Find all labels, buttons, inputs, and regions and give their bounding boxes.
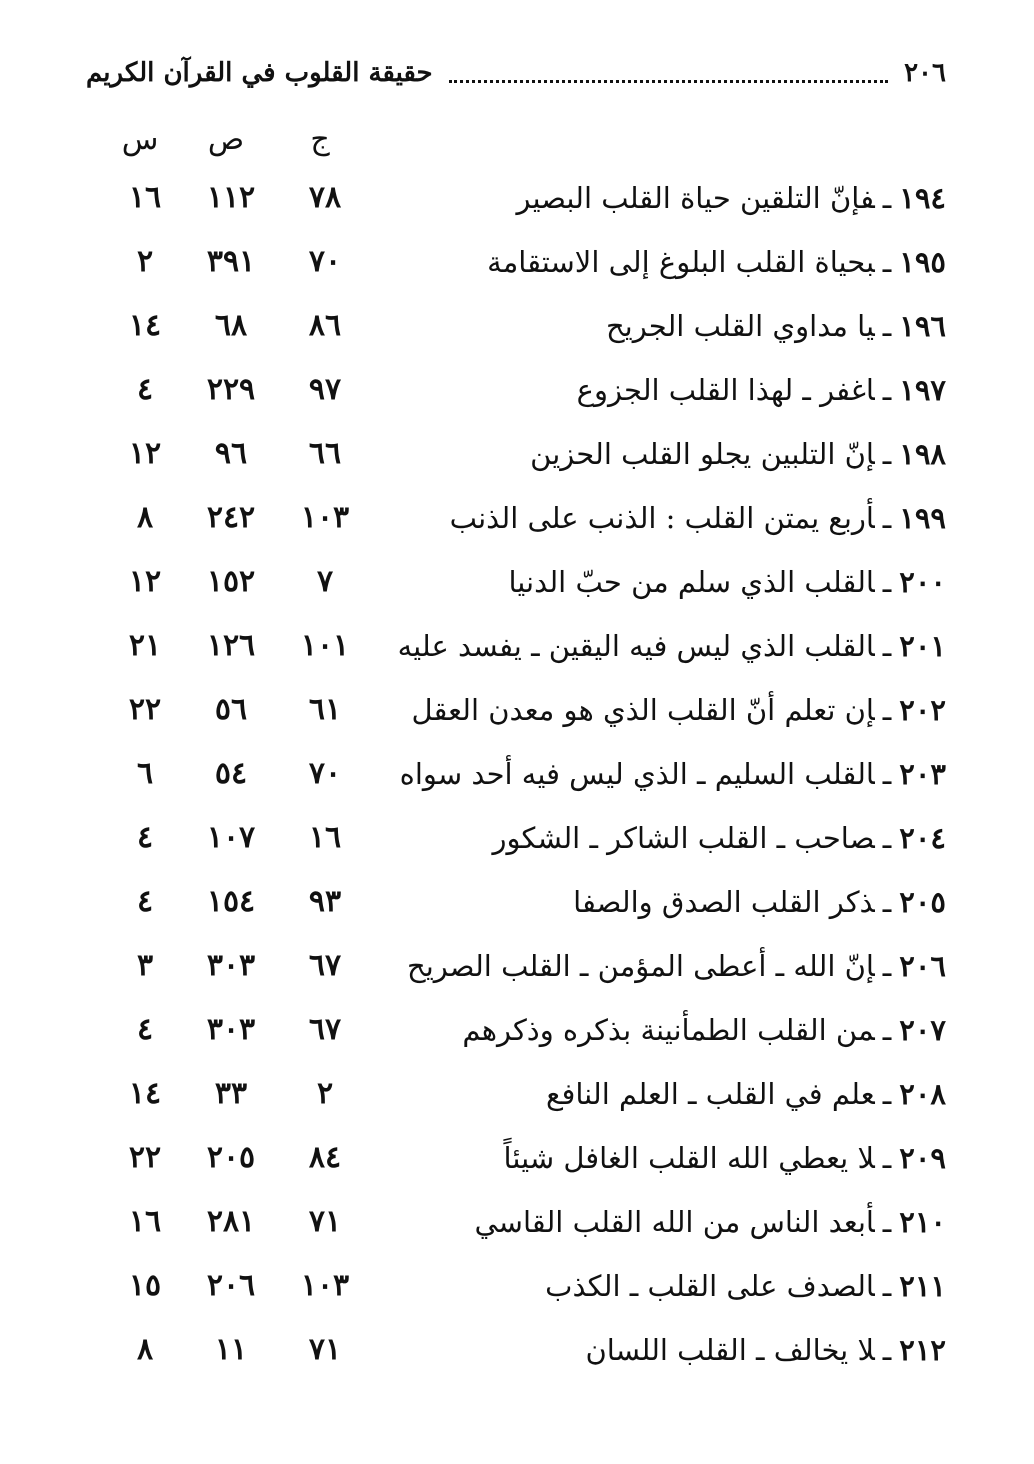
entry-number: ١٩٧ [899,373,946,407]
line-cell: ٢ [136,244,154,279]
volume-cell: ١٠١ [300,628,350,663]
line-cell: ٣ [136,948,154,983]
entry-label [406,1318,946,1382]
page-cell: ٢٠٦ [206,1268,256,1303]
entry-number: ١٩٩ [899,501,946,535]
table-row [0,230,1034,294]
entry-dash: ـ [882,1205,892,1239]
entry-dash: ـ [882,181,892,215]
table-row [0,422,1034,486]
entry-dash: ـ [882,821,892,855]
entry-number: ٢٠٢ [899,693,946,727]
column-header-s: ص [207,122,245,157]
entry-dash: ـ [882,757,892,791]
page-cell: ١٥٢ [206,564,256,599]
volume-cell: ٧٠ [308,244,342,279]
line-cell: ٢١ [128,628,162,663]
entry-text: اغفر ـ لهذا القلب الجزوع [576,373,875,407]
table-row [0,1254,1034,1318]
page-cell: ١٢٦ [206,628,256,663]
page-cell: ١٥٤ [206,884,256,919]
page-cell: ٢٠٥ [206,1140,256,1175]
entry-number: ٢٠٦ [899,949,946,983]
volume-cell: ٧ [316,564,334,599]
entry-text: القلب الذي ليس فيه اليقين ـ يفسد عليه [397,629,875,663]
entry-number: ٢٠١ [899,629,946,663]
volume-cell: ٦٦ [308,436,342,471]
entry-dash: ـ [882,1013,892,1047]
table-row [0,1062,1034,1126]
entry-number: ٢٠٨ [899,1077,946,1111]
entry-number: ١٩٨ [899,437,946,471]
volume-cell: ٧١ [308,1332,342,1367]
entry-text: علم في القلب ـ العلم النافع [546,1077,875,1111]
entry-label [406,934,946,998]
entry-dash: ـ [882,693,892,727]
volume-cell: ٢ [316,1076,334,1111]
line-cell: ٨ [136,500,154,535]
line-cell: ١٥ [128,1268,162,1303]
entry-label [406,230,946,294]
entry-number: ٢٠٧ [899,1013,946,1047]
table-row [0,934,1034,998]
volume-cell: ٨٦ [308,308,342,343]
entry-text: ذكر القلب الصدق والصفا [573,885,875,919]
entry-text: صاحب ـ القلب الشاكر ـ الشكور [492,821,875,855]
entry-dash: ـ [882,309,892,343]
line-cell: ٢٢ [128,1140,162,1175]
entry-text: فإنّ التلقين حياة القلب البصير [516,181,875,215]
page-cell: ١٠٧ [206,820,256,855]
line-cell: ٤ [136,820,154,855]
entry-label [406,870,946,934]
volume-cell: ٩٧ [308,372,342,407]
entry-text: لا يعطي الله القلب الغافل شيئاً [503,1141,875,1175]
entry-number: ٢٠٤ [899,821,946,855]
table-row [0,550,1034,614]
entry-text: الصدف على القلب ـ الكذب [545,1269,875,1303]
table-row [0,1190,1034,1254]
entry-dash: ـ [882,565,892,599]
table-row [0,742,1034,806]
entry-dash: ـ [882,1141,892,1175]
entry-label [406,1190,946,1254]
entry-text: يا مداوي القلب الجريح [605,309,875,343]
entry-number: ١٩٤ [899,181,946,215]
line-cell: ٤ [136,884,154,919]
entry-text: لا يخالف ـ القلب اللسان [585,1333,875,1367]
entry-number: ١٩٦ [899,309,946,343]
volume-cell: ١٦ [308,820,342,855]
entry-label [406,1126,946,1190]
volume-cell: ٧١ [308,1204,342,1239]
table-row [0,358,1034,422]
volume-cell: ١٠٣ [300,500,350,535]
table-row [0,1318,1034,1382]
entry-number: ٢١١ [899,1269,946,1303]
table-row [0,486,1034,550]
entry-number: ٢١٠ [899,1205,946,1239]
page-number: ٢٠٦ [904,58,946,88]
line-cell: ١٢ [128,564,162,599]
entry-dash: ـ [882,1077,892,1111]
table-row [0,998,1034,1062]
volume-cell: ٦١ [308,692,342,727]
line-cell: ٦ [136,756,154,791]
line-cell: ١٤ [128,308,162,343]
table-row [0,806,1034,870]
entry-dash: ـ [882,949,892,983]
table-row [0,294,1034,358]
entry-dash: ـ [882,245,892,279]
entry-text: إن تعلم أنّ القلب الذي هو معدن العقل [411,693,875,727]
entry-text: من القلب الطمأنينة بذكره وذكرهم [462,1013,875,1047]
page-cell: ١١٢ [206,180,256,215]
leader-dots [449,80,888,83]
entry-text: إنّ التلبين يجلو القلب الحزين [530,437,875,471]
table-row [0,870,1034,934]
entry-text: أبعد الناس من الله القلب القاسي [474,1205,875,1239]
page-cell: ٣٠٣ [206,948,256,983]
volume-cell: ٦٧ [308,948,342,983]
volume-cell: ٨٤ [308,1140,342,1175]
entry-label [406,486,946,550]
page-cell: ٣٩١ [206,244,256,279]
page-cell: ٩٦ [214,436,248,471]
line-cell: ٤ [136,1012,154,1047]
entry-number: ٢١٢ [899,1333,946,1367]
line-cell: ١٢ [128,436,162,471]
table-row [0,678,1034,742]
entry-label [406,998,946,1062]
entry-label [406,358,946,422]
book-title: حقيقة القلوب في القرآن الكريم [86,58,433,88]
line-cell: ١٦ [128,1204,162,1239]
entry-label [406,1254,946,1318]
page-cell: ٦٨ [214,308,248,343]
entry-label [406,294,946,358]
page-cell: ٥٤ [214,756,248,791]
volume-cell: ١٠٣ [300,1268,350,1303]
entry-number: ٢٠٩ [899,1141,946,1175]
column-header-j: ج [310,122,330,157]
entry-text: بحياة القلب البلوغ إلى الاستقامة [487,245,875,279]
line-cell: ١٦ [128,180,162,215]
volume-cell: ٩٣ [308,884,342,919]
entry-label [406,422,946,486]
volume-cell: ٦٧ [308,1012,342,1047]
entry-number: ٢٠٣ [899,757,946,791]
entry-dash: ـ [882,437,892,471]
page-cell: ٥٦ [214,692,248,727]
entry-label [406,1062,946,1126]
entry-dash: ـ [882,629,892,663]
entry-text: أربع يمتن القلب : الذنب على الذنب [449,501,875,535]
page-cell: ٢٨١ [206,1204,256,1239]
entry-dash: ـ [882,885,892,919]
entry-dash: ـ [882,501,892,535]
entry-label [406,678,946,742]
entry-dash: ـ [882,1269,892,1303]
entry-number: ١٩٥ [899,245,946,279]
table-row [0,614,1034,678]
line-cell: ٨ [136,1332,154,1367]
entry-label [406,550,946,614]
entry-text: القلب الذي سلم من حبّ الدنيا [508,565,875,599]
entry-label [406,806,946,870]
entry-dash: ـ [882,1333,892,1367]
volume-cell: ٧٠ [308,756,342,791]
page-cell: ٢٤٢ [206,500,256,535]
line-cell: ١٤ [128,1076,162,1111]
entry-dash: ـ [882,373,892,407]
page-cell: ٢٢٩ [206,372,256,407]
entry-label [399,742,946,806]
page-cell: ٣٠٣ [206,1012,256,1047]
table-row [0,166,1034,230]
entry-text: إنّ الله ـ أعطى المؤمن ـ القلب الصريح [407,949,875,983]
entry-label [397,614,946,678]
column-header-s2: س [121,122,159,157]
entry-label [406,166,946,230]
table-row [0,1126,1034,1190]
page-cell: ١١ [214,1332,248,1367]
entry-number: ٢٠٥ [899,885,946,919]
entry-text: القلب السليم ـ الذي ليس فيه أحد سواه [399,757,875,791]
running-header [86,48,946,98]
volume-cell: ٧٨ [308,180,342,215]
entry-number: ٢٠٠ [899,565,946,599]
line-cell: ٢٢ [128,692,162,727]
page-cell: ٣٣ [214,1076,248,1111]
line-cell: ٤ [136,372,154,407]
